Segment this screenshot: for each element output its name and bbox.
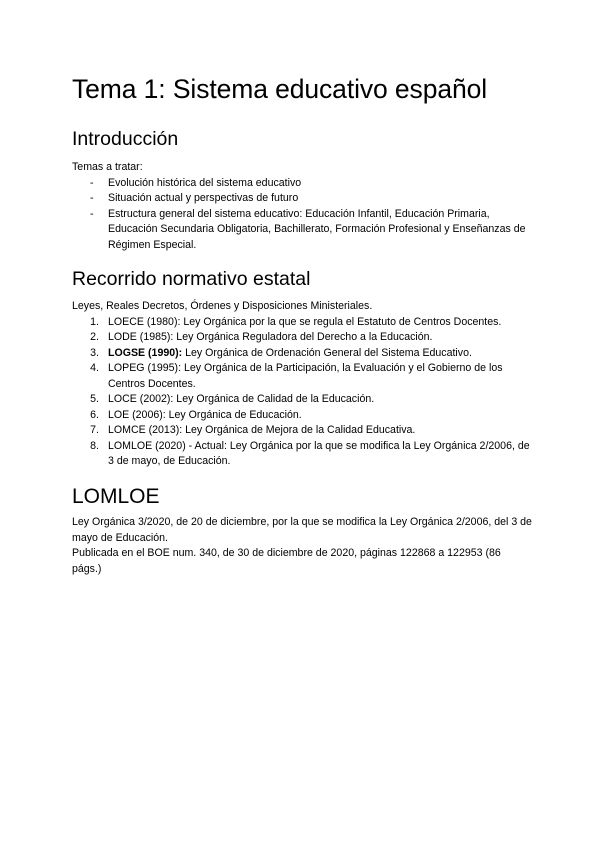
law-item	[72, 439, 532, 470]
lomloe-block	[72, 515, 532, 577]
law-item	[72, 423, 532, 439]
list-item	[72, 176, 532, 192]
law-number: 6.	[90, 408, 99, 421]
law-text: LOECE (1980): Ley Orgánica por la que se regula el Estatuto de Centros Docentes.	[108, 315, 502, 328]
law-item	[72, 330, 532, 346]
intro-lead: Temas a tratar:	[72, 161, 143, 173]
dash-marker: -	[90, 176, 94, 189]
list-item	[72, 191, 532, 207]
law-number: 4.	[90, 362, 99, 374]
list-item	[72, 207, 532, 254]
section-heading-recorrido: Recorrido normativo estatal	[72, 268, 311, 290]
law-text: LOPEG (1995): Ley Orgánica de la Participación, la Evaluación y el Gobierno de los Centros Docentes.	[108, 362, 503, 390]
law-item	[72, 315, 532, 331]
lomloe-paragraph: Ley Orgánica 3/2020, de 20 de diciembre, por la que se modifica la Ley Orgánica 2/2006, del 3 de mayo de Educación.	[72, 516, 532, 544]
law-item	[72, 361, 532, 392]
law-number: 2.	[90, 331, 99, 343]
section-heading-lomloe: LOMLOE	[72, 485, 160, 508]
intro-topic-list	[72, 176, 532, 254]
law-text: LOE (2006): Ley Orgánica de Educación.	[108, 408, 302, 421]
law-number: 1.	[90, 315, 99, 328]
recorrido-lead: Leyes, Reales Decretos, Órdenes y Disposiciones Ministeriales.	[72, 300, 373, 312]
law-number: 7.	[90, 424, 99, 436]
page-title: Tema 1: Sistema educativo español	[72, 74, 488, 104]
law-text: LODE (1985): Ley Orgánica Reguladora del Derecho a la Educación.	[108, 331, 433, 343]
law-item	[72, 392, 532, 408]
dash-marker: -	[90, 192, 94, 204]
law-text: Ley Orgánica de Ordenación General del Sistema Educativo.	[182, 346, 472, 359]
list-item-text: Situación actual y perspectivas de futuro	[108, 192, 299, 204]
law-number: 8.	[90, 439, 99, 452]
law-item	[72, 346, 532, 362]
law-name-bold: LOGSE (1990):	[108, 346, 183, 359]
law-number: 5.	[90, 393, 99, 405]
section-heading-introduccion: Introducción	[72, 128, 179, 150]
list-item-text: Evolución histórica del sistema educativo	[108, 176, 302, 189]
list-item-text: Estructura general del sistema educativo: Educación Infantil, Educación Primaria, Educación Secundaria Obligatoria, Bachillerato, Formación Profesional y Enseñanzas de Régimen Especial.	[108, 207, 526, 251]
law-text: LOCE (2002): Ley Orgánica de Calidad de la Educación.	[108, 393, 375, 405]
lomloe-publication: Publicada en el BOE num. 340, de 30 de diciembre de 2020, páginas 122868 a 122953 (86 págs.)	[72, 547, 501, 575]
laws-list	[72, 315, 532, 470]
dash-marker: -	[90, 207, 94, 220]
law-item	[72, 408, 532, 424]
law-number: 3.	[90, 346, 99, 359]
law-text: LOMCE (2013): Ley Orgánica de Mejora de la Calidad Educativa.	[108, 424, 416, 436]
law-text: LOMLOE (2020) - Actual: Ley Orgánica por la que se modifica la Ley Orgánica 2/2006, de 3 de mayo, de Educación.	[108, 439, 530, 467]
